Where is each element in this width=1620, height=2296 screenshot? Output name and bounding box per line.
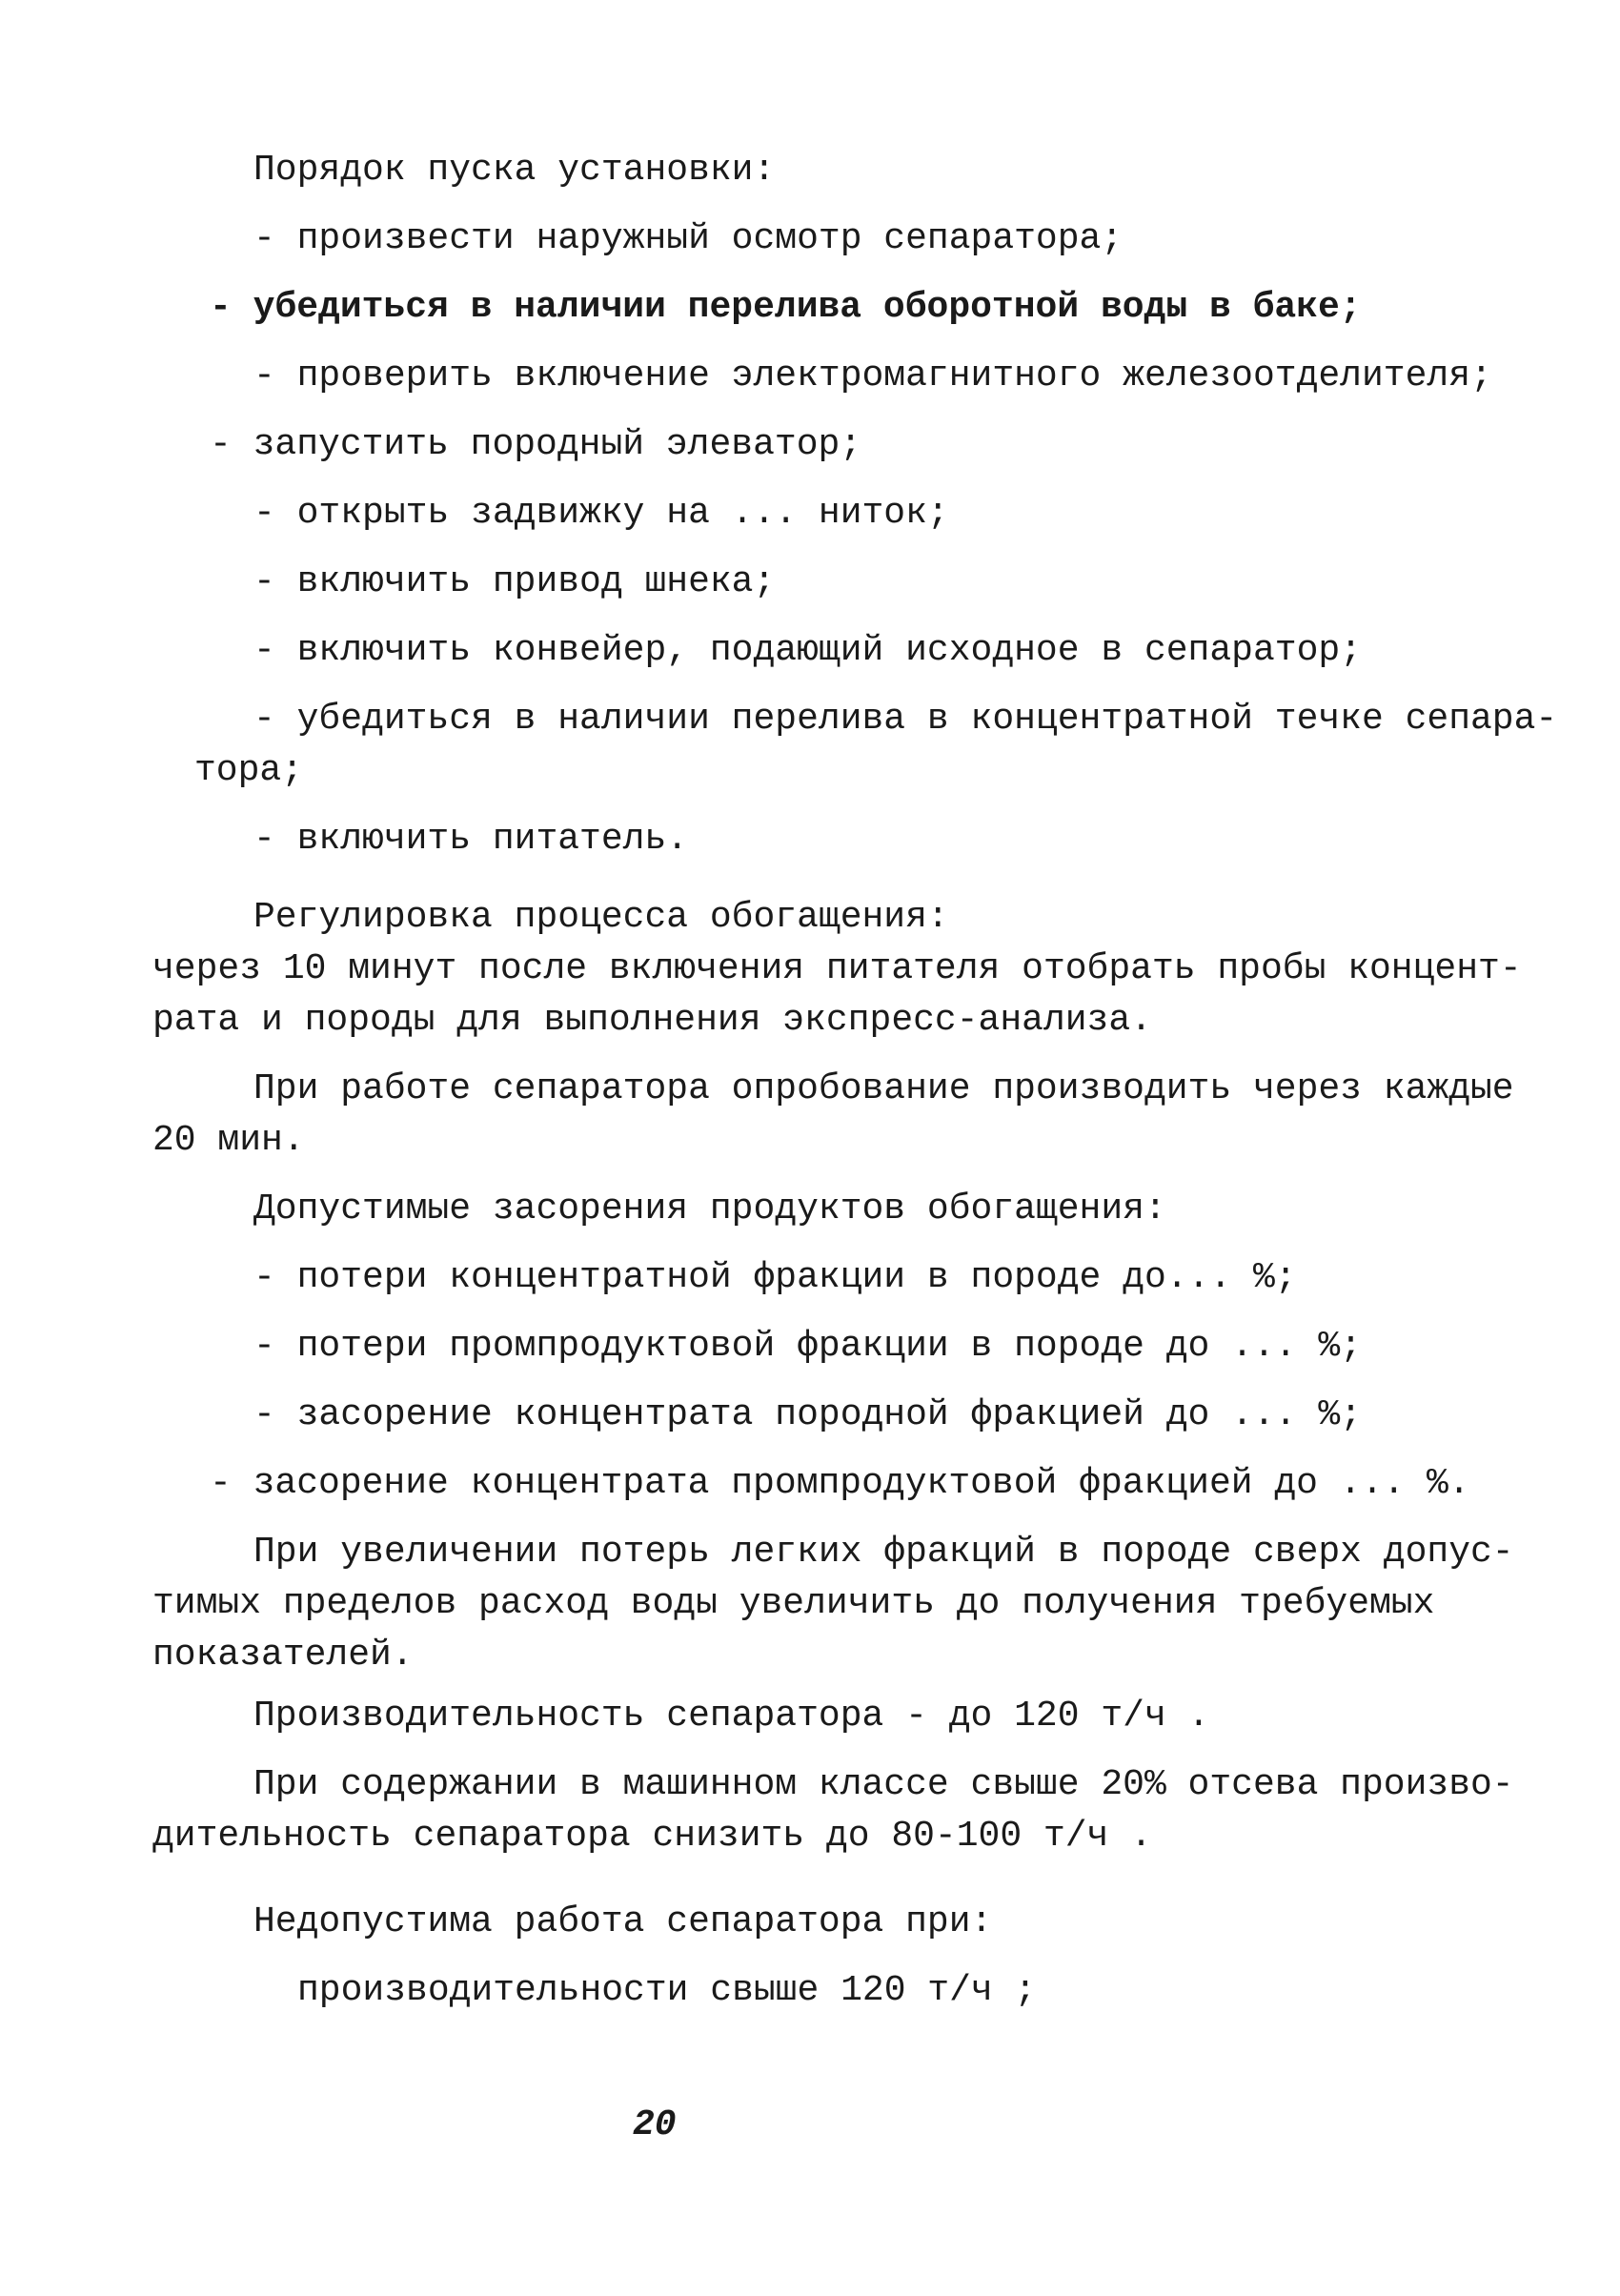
screen-text: При содержании в машинном классе свыше 20% отсева произво- — [253, 1764, 1514, 1805]
regulation-heading: Регулировка процесса обогащения: — [253, 897, 949, 938]
startup-step: - убедиться в наличии перелива оборотной воды в баке; — [210, 287, 1362, 328]
contamination-item: - засорение концентрата породной фракцией до ... %; — [253, 1394, 1362, 1435]
screen-text: дительность сепаратора снизить до 80-100 т/ч . — [152, 1816, 1152, 1857]
startup-step: - включить конвейер, подающий исходное в сепаратор; — [253, 630, 1362, 671]
losses-text: показателей. — [152, 1635, 414, 1676]
contamination-item: - потери концентратной фракции в породе до... %; — [253, 1257, 1297, 1298]
startup-heading: Порядок пуска установки: — [253, 150, 776, 191]
startup-step: - запустить породный элеватор; — [210, 424, 862, 465]
capacity-text: Производительность сепаратора - до 120 т/ч . — [253, 1696, 1210, 1737]
contamination-item: - засорение концентрата промпродуктовой фракцией до ... %. — [210, 1463, 1470, 1504]
regulation-text: 20 мин. — [152, 1120, 305, 1161]
startup-step: - проверить включение электромагнитного железоотделителя; — [253, 356, 1492, 396]
startup-step: - включить питатель. — [253, 819, 689, 860]
regulation-text: через 10 минут после включения питателя отобрать пробы концент- — [152, 948, 1522, 989]
forbidden-item: производительности свыше 120 т/ч ; — [297, 1970, 1037, 2011]
forbidden-heading: Недопустима работа сепаратора при: — [253, 1901, 993, 1942]
losses-text: тимых пределов расход воды увеличить до получения требуемых — [152, 1583, 1435, 1624]
startup-step: тора; — [194, 750, 304, 791]
losses-text: При увеличении потерь легких фракций в породе сверх допус- — [253, 1532, 1514, 1573]
startup-step: - включить привод шнека; — [253, 561, 776, 602]
regulation-text: При работе сепаратора опробование производить через каждые — [253, 1068, 1514, 1109]
regulation-text: рата и породы для выполнения экспресс-анализа. — [152, 1000, 1152, 1041]
contamination-item: - потери промпродуктовой фракции в породе до ... %; — [253, 1326, 1362, 1367]
contamination-heading: Допустимые засорения продуктов обогащения: — [253, 1189, 1166, 1229]
startup-step: - открыть задвижку на ... ниток; — [253, 493, 949, 534]
startup-step: - произвести наружный осмотр сепаратора; — [253, 218, 1124, 259]
page-number: 20 — [633, 2104, 677, 2145]
startup-step: - убедиться в наличии перелива в концентратной течке сепара- — [253, 699, 1558, 740]
